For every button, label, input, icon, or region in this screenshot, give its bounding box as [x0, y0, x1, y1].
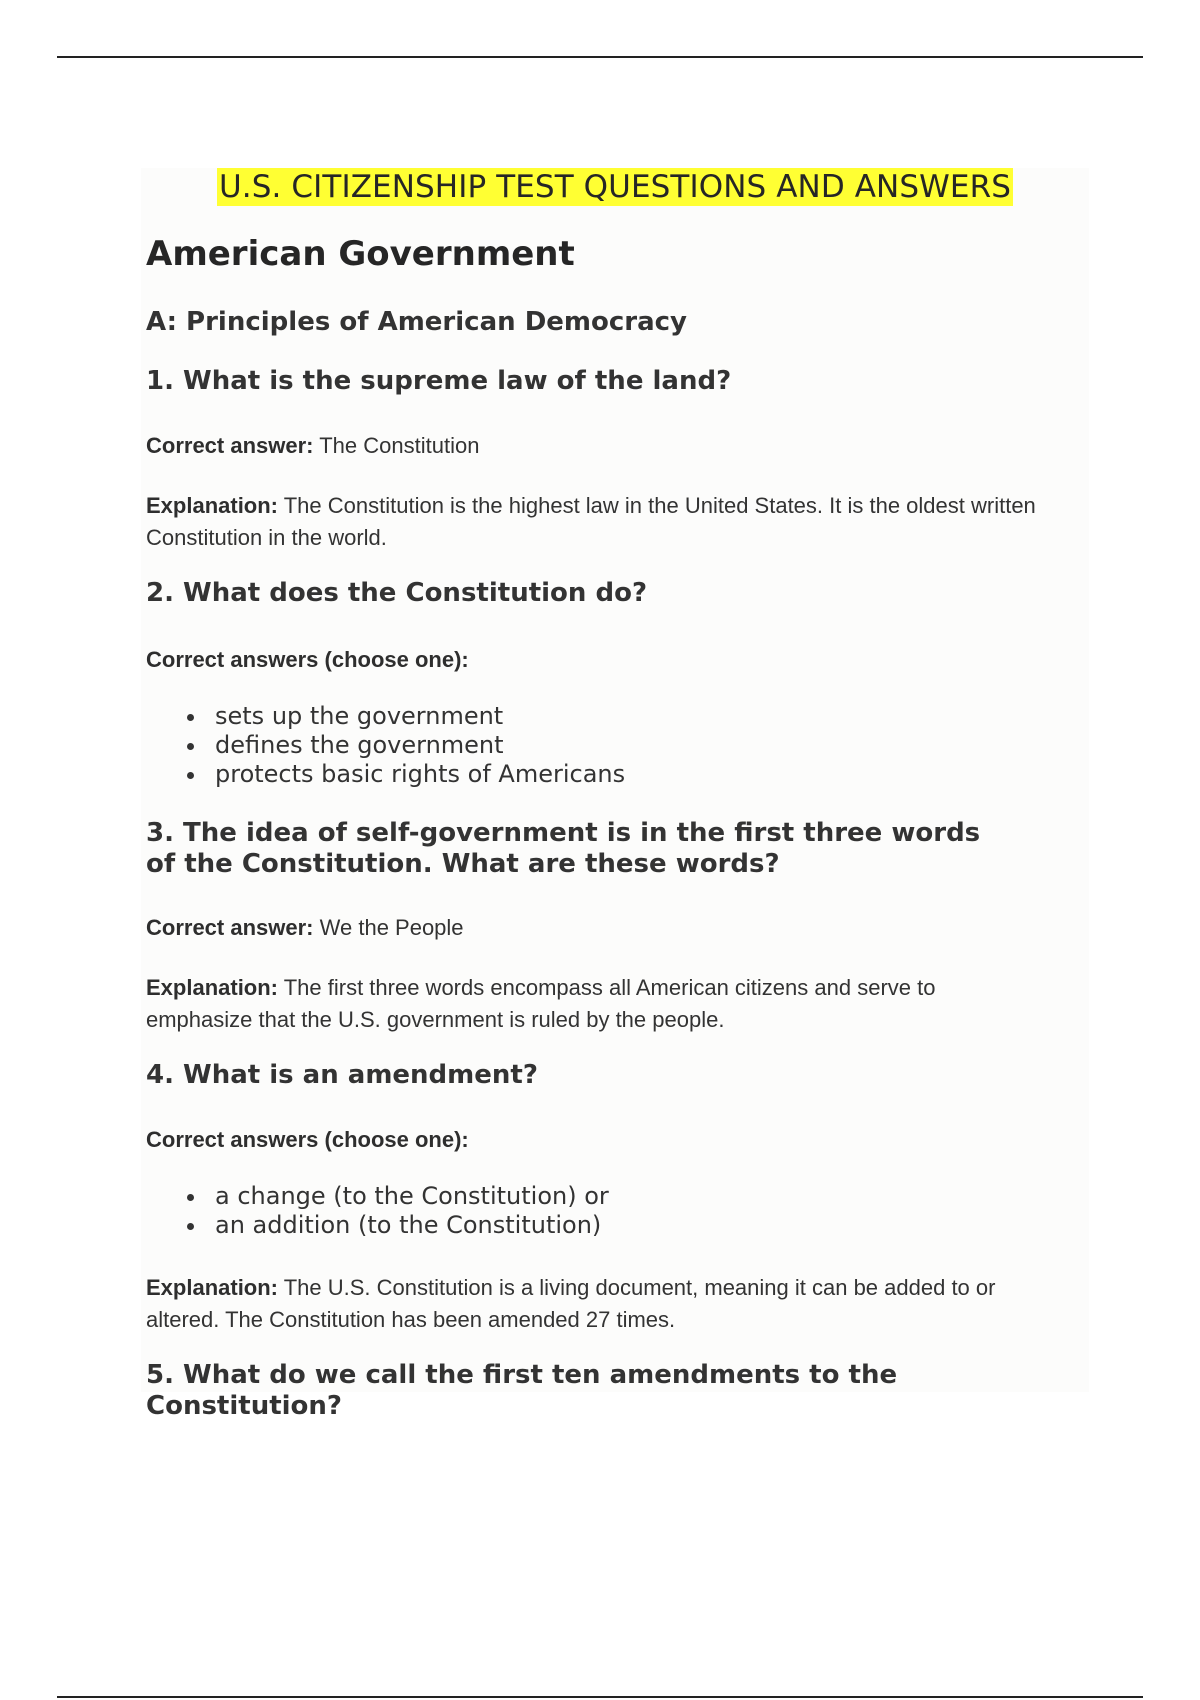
list-item: • defines the government	[208, 731, 625, 760]
main-heading: American Government	[146, 234, 575, 274]
q3-explanation-text: The first three words encompass all American citizens and serve to emphasize that the U.S. government is ruled by the people.	[146, 975, 936, 1032]
q4-explanation	[146, 1272, 1066, 1336]
document-title: U.S. CITIZENSHIP TEST QUESTIONS AND ANSWERS	[219, 169, 1011, 205]
q2-answers-label	[146, 644, 1106, 676]
question-3: 3. The idea of self-government is in the first three words of the Constitution. What are these words?	[146, 818, 981, 879]
q3-answer-label: Correct answer:	[146, 915, 314, 940]
top-rule	[57, 56, 1143, 58]
title-row	[141, 168, 1089, 206]
q2-options-list	[176, 702, 625, 789]
q1-answer	[146, 430, 1106, 462]
q1-answer-text: The Constitution	[313, 433, 480, 458]
section-heading: A: Principles of American Democracy	[146, 307, 687, 337]
q4-explanation-label: Explanation:	[146, 1275, 279, 1300]
list-item: • an addition (to the Constitution)	[208, 1211, 609, 1240]
bottom-rule	[57, 1696, 1143, 1698]
q1-answer-label: Correct answer:	[146, 433, 314, 458]
document-body	[141, 168, 1089, 1421]
q2-answers-label-text: Correct answers (choose one):	[146, 647, 469, 672]
q4-answers-label-text: Correct answers (choose one):	[146, 1127, 469, 1152]
question-1: 1. What is the supreme law of the land?	[146, 366, 732, 396]
q3-answer	[146, 912, 1106, 944]
q1-explanation	[146, 490, 1106, 554]
list-item: • protects basic rights of Americans	[208, 760, 625, 789]
list-item: • a change (to the Constitution) or	[208, 1182, 609, 1211]
q4-explanation-text: The U.S. Constitution is a living document, meaning it can be added to or altered. The Constitution has been amended 27 times.	[146, 1275, 996, 1332]
q4-options-list	[176, 1182, 609, 1240]
q3-answer-text: We the People	[313, 915, 464, 940]
q1-explanation-label: Explanation:	[146, 493, 279, 518]
question-5: 5. What do we call the first ten amendments to the Constitution?	[146, 1360, 898, 1421]
question-4: 4. What is an amendment?	[146, 1060, 538, 1090]
q3-explanation	[146, 972, 1046, 1036]
q4-answers-label	[146, 1124, 1106, 1156]
q3-explanation-label: Explanation:	[146, 975, 279, 1000]
question-2: 2. What does the Constitution do?	[146, 578, 648, 608]
q1-explanation-text: The Constitution is the highest law in the United States. It is the oldest written Constitution in the world.	[146, 493, 1036, 550]
list-item: • sets up the government	[208, 702, 625, 731]
